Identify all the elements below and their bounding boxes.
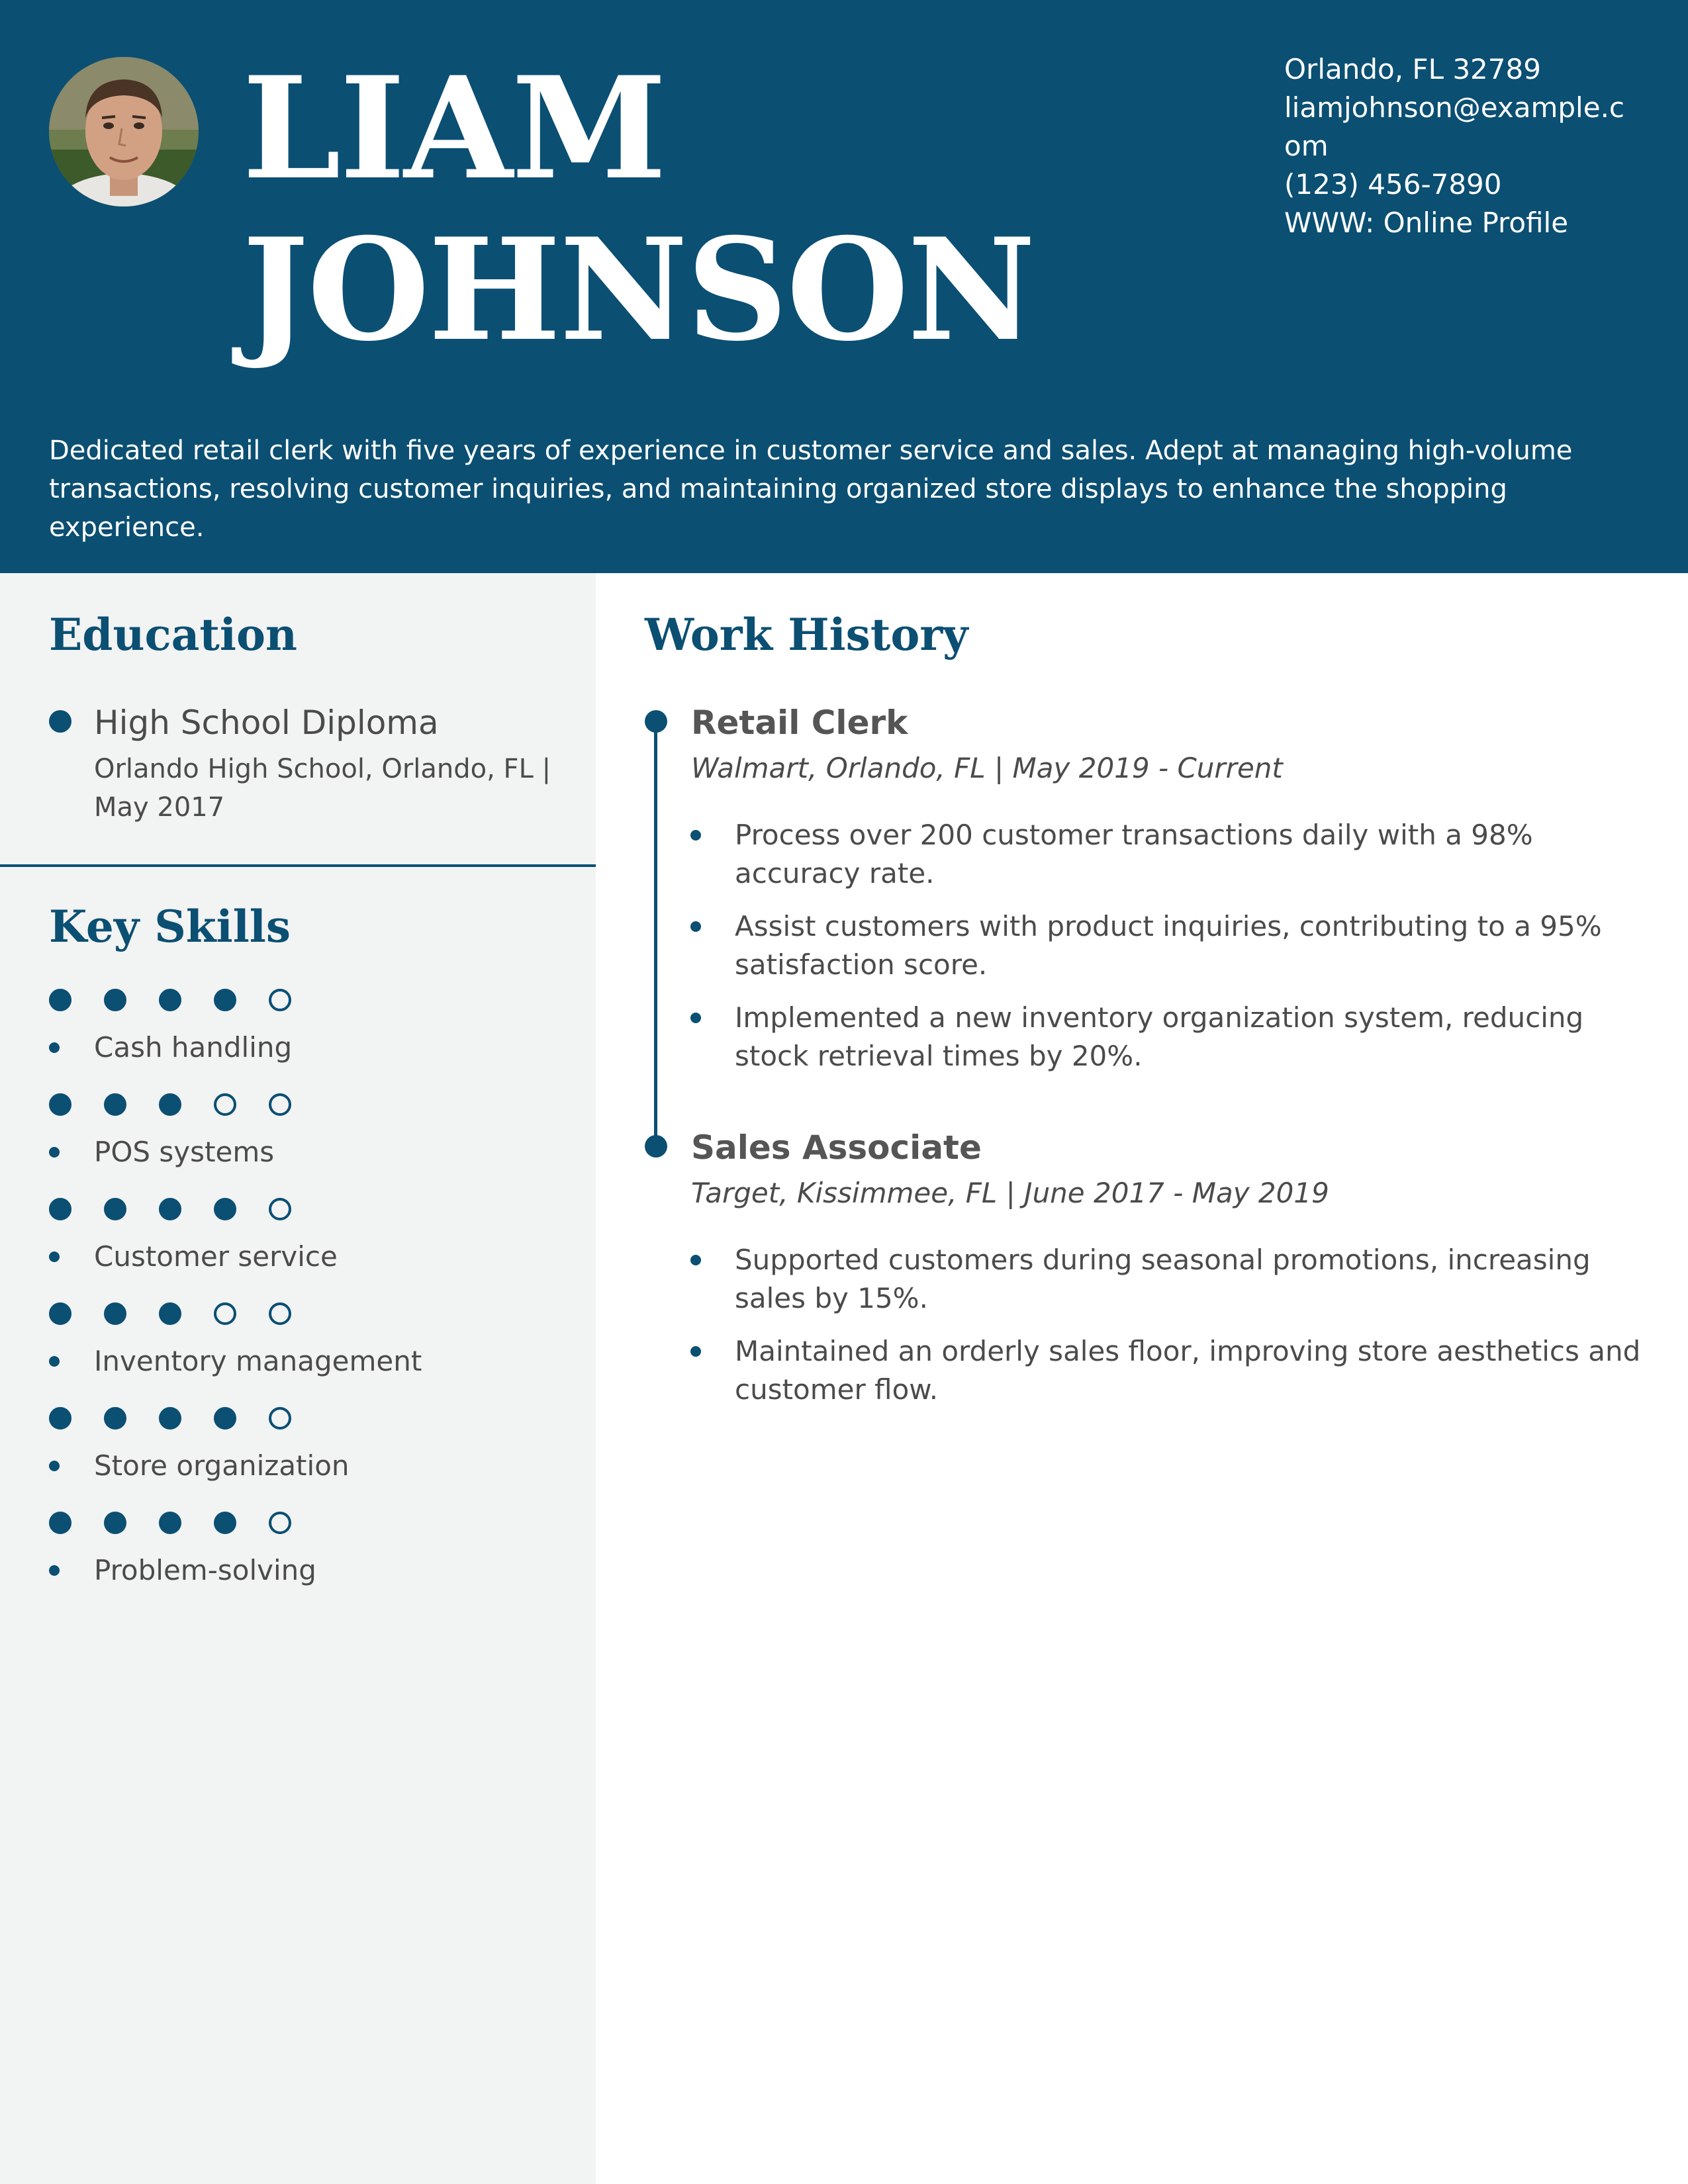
rating-dot-filled [49,1512,71,1534]
job-bullet: Assist customers with product inquiries, contributing to a 95% satisfaction score. [735,910,1602,981]
skill-bullet [49,1565,60,1576]
rating-dot-empty [269,1093,291,1116]
skill-name: Store organization [94,1449,350,1482]
rating-dot-filled [104,1512,126,1534]
job-title: Retail Clerk [691,704,908,742]
skill-name: Problem-solving [94,1554,316,1586]
skill-item [49,1302,579,1407]
rating-dot-empty [269,1407,291,1430]
job-bullet: Supported customers during seasonal promotions, increasing sales by 15%. [735,1244,1591,1314]
rating-dot-filled [49,1302,71,1325]
rating-dot-empty [269,1302,291,1325]
contact-email[interactable]: liamjohnson@example.com [1284,91,1625,162]
avatar-photo [49,57,199,206]
rating-dot-empty [269,989,291,1011]
timeline-dot [645,1135,667,1158]
bullet-dot [690,1255,701,1265]
job-meta: Walmart, Orlando, FL | May 2019 - Current [691,752,1283,784]
job-bullet: Process over 200 customer transactions daily with a 98% accuracy rate. [735,819,1533,889]
rating-dot-empty [269,1198,291,1220]
sidebar-divider [0,864,596,867]
rating-dot-filled [159,1093,181,1116]
skill-name: Cash handling [94,1031,293,1064]
skill-bullet [49,1147,60,1158]
candidate-name [242,48,1035,371]
rating-dot-filled [214,1512,236,1534]
timeline-line [654,721,657,1150]
bullet-dot [690,921,701,932]
professional-summary: Dedicated retail clerk with five years of experience in customer service and sales. Adept at managing high-volume transactions, resolving customer inquiries, and maintaining organized store displays to enhance the shopping experience. [49,435,1573,543]
contact-address: Orlando, FL 32789 [1284,53,1541,85]
rating-dot-filled [104,1093,126,1116]
rating-dot-filled [104,989,126,1011]
skill-item [49,1093,579,1198]
rating-dot-filled [104,1407,126,1430]
rating-dot-empty [214,1302,236,1325]
skill-item [49,1407,579,1512]
rating-dot-filled [49,1198,71,1220]
job-meta: Target, Kissimmee, FL | June 2017 - May 2019 [691,1177,1329,1209]
skill-item [49,1198,579,1302]
skill-item [49,1512,579,1616]
contact-website[interactable]: WWW: Online Profile [1284,206,1569,239]
rating-dot-empty [269,1512,291,1534]
rating-dot-filled [159,1407,181,1430]
rating-dot-filled [49,1093,71,1116]
skills-heading: Key Skills [49,901,291,952]
education-heading: Education [49,609,297,660]
bullet-dot [690,1346,701,1357]
skill-bullet [49,1042,60,1053]
job-title: Sales Associate [691,1128,982,1167]
skill-bullet [49,1356,60,1367]
rating-dot-filled [104,1198,126,1220]
name-last: JOHNSON [242,207,1035,372]
rating-dot-filled [159,989,181,1011]
education-bullet [49,710,71,733]
skill-item [49,989,579,1093]
name-first: LIAM [242,46,666,210]
bullet-dot [690,830,701,841]
education-school: Orlando High School, Orlando, FL | May 2017 [94,754,551,823]
rating-dot-filled [49,1407,71,1430]
skill-bullet [49,1251,60,1262]
rating-dot-filled [214,1198,236,1220]
timeline-dot [645,710,667,733]
rating-dot-empty [214,1093,236,1116]
rating-dot-filled [104,1302,126,1325]
contact-block [1284,50,1628,242]
header-band [0,0,1688,573]
contact-phone[interactable]: (123) 456-7890 [1284,168,1502,201]
skill-name: Inventory management [94,1345,422,1377]
rating-dot-filled [214,1407,236,1430]
education-degree: High School Diploma [94,704,439,742]
avatar [49,57,199,206]
skill-name: POS systems [94,1136,275,1168]
rating-dot-filled [159,1512,181,1534]
work-history-heading: Work History [645,609,968,660]
rating-dot-filled [159,1302,181,1325]
skill-bullet [49,1461,60,1471]
job-bullet: Maintained an orderly sales floor, improving store aesthetics and customer flow. [735,1335,1641,1406]
skill-name: Customer service [94,1240,338,1273]
bullet-dot [690,1013,701,1023]
rating-dot-filled [214,989,236,1011]
rating-dot-filled [49,989,71,1011]
rating-dot-filled [159,1198,181,1220]
job-bullet: Implemented a new inventory organization system, reducing stock retrieval times by 20%. [735,1001,1584,1072]
